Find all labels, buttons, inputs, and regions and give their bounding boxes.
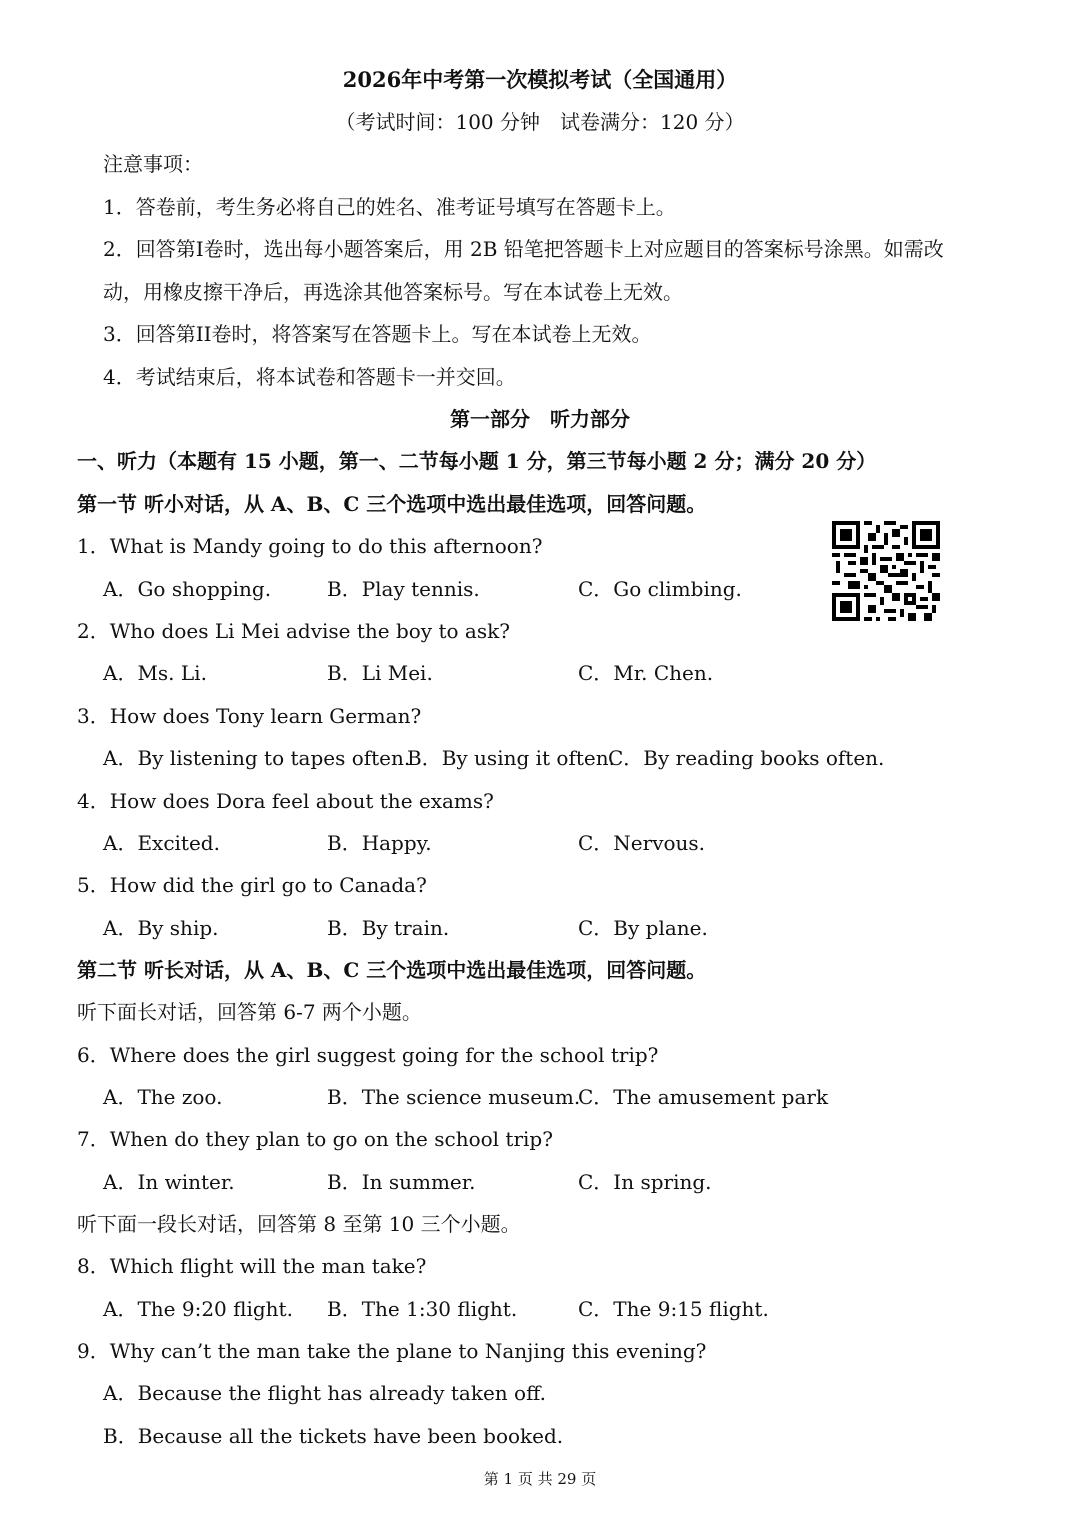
option-b: B．Li Mei. (327, 661, 433, 685)
instruction-text: 听下面一段长对话，回答第 8 至第 10 三个小题。 (77, 1212, 521, 1236)
option-b: B．Happy. (327, 831, 432, 855)
page-footer: 第 1 页 共 29 页 (483, 1470, 597, 1488)
option-c: C．By reading books often. (608, 746, 885, 770)
subsection-title: 第一节 听小对话，从 A、B、C 三个选项中选出最佳选项，回答问题。 (77, 492, 707, 516)
question-text: 6．Where does the girl suggest going for the school trip? (77, 1043, 659, 1067)
question-text: 3．How does Tony learn German? (77, 704, 422, 728)
option-b: B．By train. (327, 916, 450, 940)
note-item: 3．回答第II卷时，将答案写在答题卡上。写在本试卷上无效。 (103, 322, 652, 346)
question-text: 9．Why can’t the man take the plane to Nanjing this evening? (77, 1339, 707, 1363)
option-b: B．The science museum. (327, 1085, 581, 1109)
page-title: 2026年中考第一次模拟考试（全国通用） (342, 67, 738, 92)
option-c: C．By plane. (578, 916, 708, 940)
part-title: 第一部分 听力部分 (450, 407, 630, 431)
note-item: 4．考试结束后，将本试卷和答题卡一并交回。 (103, 365, 516, 389)
option-a: A．By ship. (103, 916, 219, 940)
option-a: A．The 9:20 flight. (103, 1297, 293, 1321)
option-c: C．Go climbing. (578, 577, 742, 601)
option-a: A．By listening to tapes often. (103, 746, 411, 770)
section-title: 一、听力（本题有 15 小题，第一、二节每小题 1 分，第三节每小题 2 分；满分 20 分） (77, 449, 877, 473)
question-text: 4．How does Dora feel about the exams? (77, 789, 494, 813)
option-a: A．In winter. (103, 1170, 235, 1194)
option-c: C．Mr. Chen. (578, 661, 714, 685)
note-item: 1．答卷前，考生务必将自己的姓名、准考证号填写在答题卡上。 (103, 195, 676, 219)
option-a: A．The zoo. (103, 1085, 223, 1109)
option-b: B．The 1:30 flight. (327, 1297, 518, 1321)
question-text: 2．Who does Li Mei advise the boy to ask? (77, 619, 510, 643)
option-c: C．In spring. (578, 1170, 712, 1194)
option-a: A．Because the flight has already taken off. (103, 1381, 546, 1405)
option-b: B．Play tennis. (327, 577, 480, 601)
option-b: B．Because all the tickets have been booked. (103, 1424, 564, 1448)
subsection-title: 第二节 听长对话，从 A、B、C 三个选项中选出最佳选项，回答问题。 (77, 958, 707, 982)
question-text: 5．How did the girl go to Canada? (77, 873, 427, 897)
qr-code-icon (832, 521, 940, 621)
note-item: 动，用橡皮擦干净后，再选涂其他答案标号。写在本试卷上无效。 (103, 280, 683, 304)
option-b: B．In summer. (327, 1170, 476, 1194)
instruction-text: 听下面长对话，回答第 6-7 两个小题。 (77, 1000, 422, 1024)
option-a: A．Go shopping. (103, 577, 272, 601)
notes-heading: 注意事项： (103, 152, 203, 176)
option-c: C．Nervous. (578, 831, 706, 855)
option-a: A．Ms. Li. (103, 661, 207, 685)
note-item: 2．回答第I卷时，选出每小题答案后，用 2B 铅笔把答题卡上对应题目的答案标号涂黑。如需改 (103, 237, 944, 261)
option-c: C．The 9:15 flight. (578, 1297, 769, 1321)
option-c: C．The amusement park (578, 1085, 829, 1109)
exam-subtitle: （考试时间：100 分钟 试卷满分：120 分） (335, 110, 745, 134)
question-text: 8．Which flight will the man take? (77, 1254, 427, 1278)
option-a: A．Excited. (103, 831, 220, 855)
question-text: 7．When do they plan to go on the school trip? (77, 1127, 553, 1151)
question-text: 1．What is Mandy going to do this afternoon? (77, 534, 543, 558)
option-b: B．By using it often. (407, 746, 615, 770)
